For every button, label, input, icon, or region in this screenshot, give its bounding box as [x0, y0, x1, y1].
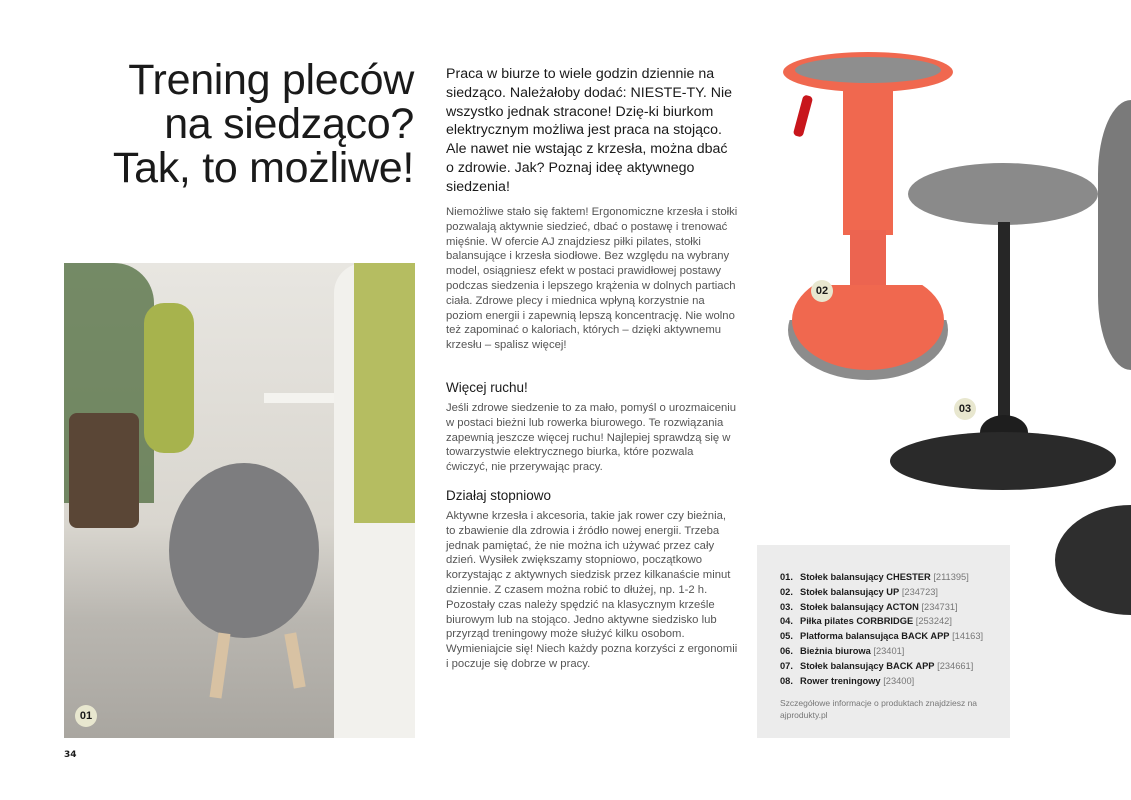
section-text: Aktywne krzesła i akcesoria, takie jak rower czy bieżnia, to zbawienie dla zdrowia i źródło nowej energii. Trzeba jednak pamiętać, że nie można ich używać przez cały dzień. Wysiłek zwiększamy stopniowo, początkowo korzystając z aktywnych siedzisk przez kilkanaście minut dziennie. Z czasem można robić to dłużej, np. 1-2 h. Pozostały czas należy spędzić na klasycznym krześle biurowym lub na stojąco. Jedno aktywne siedzisko lub przyrząd treningowy może służyć kilku osobom. Wymieniajcie się! Niech każdy pozna korzyści z ergonomii i poczuje się dobrze w pracy.: [446, 510, 738, 670]
product-code: [23400]: [883, 675, 915, 686]
stool-acton-pole: [998, 222, 1010, 422]
product-code: [23401]: [873, 645, 905, 656]
product-number: 01.: [780, 572, 793, 582]
product-item: [780, 614, 983, 629]
product-number: 07.: [780, 660, 793, 671]
stool-acton-base: [890, 432, 1116, 490]
stool-up-column: [843, 85, 893, 235]
product-item: [780, 659, 983, 674]
chair-leg: [284, 632, 305, 688]
product-item: [780, 629, 983, 644]
stool-up-cushion: [795, 57, 941, 83]
product-number: 02.: [780, 586, 793, 597]
page-number: 34: [64, 750, 77, 760]
pilates-ball-chair: [169, 463, 319, 638]
chair-fabric: [354, 263, 415, 523]
product-code: [211395]: [933, 572, 969, 582]
stool-up-column-lower: [850, 230, 886, 290]
badge-03: 03: [954, 398, 976, 420]
badge-01: 01: [75, 705, 97, 727]
product-item: [780, 585, 983, 600]
title-line: Tak, to możliwe!: [112, 144, 414, 192]
product-code: [14163]: [952, 631, 984, 642]
stool-acton-seat: [908, 163, 1098, 225]
product-item: [780, 674, 983, 689]
office-photo: [64, 263, 415, 738]
product-number: 04.: [780, 616, 793, 627]
plant-pot: [69, 413, 139, 528]
product-name: Stołek balansujący BACK APP: [800, 660, 935, 671]
product-code: [234731]: [921, 601, 958, 612]
badge-02: 02: [811, 280, 833, 302]
intro-paragraph: Niemożliwe stało się faktem! Ergonomiczne krzesła i stołki pozwalają aktywnie siedzieć, dbać o postawę i trenować mięśnie. W ofercie AJ znajdziesz piłki pilates, stołki balansujące i krzesła siodłowe. Bez względu na wybrany model, osiągniesz efekt w postaci prawidłowej postawy podczas siedzenia i lepszego krążenia w dolnych partiach ciała. Zdrowe plecy i miednica wpłyną korzystnie na poziom energii i zapewnią lepszą koncentrację. Nie wolno też zapominać o kaloriach, których – dzięki aktywnemu krzesłu – spalisz więcej!: [446, 206, 738, 352]
section-text: Jeśli zdrowe siedzenie to za mało, pomyśl o urozmaiceniu w postaci bieżni lub rowerka biurowego. Te rozwiązania zapewnią jeszcze więcej ruchu! Najlepiej sprawdzą się w towarzystwie elektrycznego biurka, które pozwala ćwiczyć, nie przerywając pracy.: [446, 402, 737, 474]
product-name: Stołek balansujący UP: [800, 586, 900, 597]
section-heading: Więcej ruchu!: [446, 380, 528, 395]
chair-leg: [210, 632, 231, 698]
product-number: 03.: [780, 601, 793, 612]
product-code: [234723]: [901, 586, 939, 597]
product-name: Piłka pilates CORBRIDGE: [800, 616, 914, 627]
product-name: Platforma balansująca BACK APP: [800, 631, 950, 642]
product-name: Stołek balansujący ACTON: [800, 601, 919, 612]
product-name: Stołek balansujący CHESTER: [800, 572, 931, 582]
product-number: 05.: [780, 631, 793, 642]
title-line: na siedząco?: [164, 100, 414, 148]
product-list: [780, 570, 983, 688]
page-title: [60, 58, 414, 190]
product-number: 06.: [780, 645, 793, 656]
product-name: Bieżnia biurowa: [800, 645, 871, 656]
lead-paragraph: Praca w biurze to wiele godzin dziennie na siedząco. Należałoby dodać: NIESTE-TY. Nie wszystko jednak stracone! Dzię-ki biurkom elektrycznym możliwa jest praca na stojąco. Ale nawet nie wstając z krzesła, można dbać o zdrowie. Jak? Poznaj ideę aktywnego siedzenia!: [446, 66, 732, 195]
height-lever: [793, 94, 814, 137]
product-number: 08.: [780, 675, 793, 686]
product-item: [780, 600, 983, 615]
product-code: [234661]: [937, 660, 974, 671]
pilates-ball: [1098, 100, 1131, 370]
title-line: Trening pleców: [128, 56, 414, 104]
product-code: [253242]: [915, 616, 952, 627]
chair-back: [144, 303, 194, 453]
product-item: [780, 644, 983, 659]
product-item: [780, 570, 983, 585]
balance-platform: [1055, 505, 1131, 615]
section-heading: Działaj stopniowo: [446, 488, 552, 503]
info-note: Szczegółowe informacje o produktach znajdziesz na ajprodukty.pl: [780, 698, 978, 720]
product-name: Rower treningowy: [800, 675, 881, 686]
